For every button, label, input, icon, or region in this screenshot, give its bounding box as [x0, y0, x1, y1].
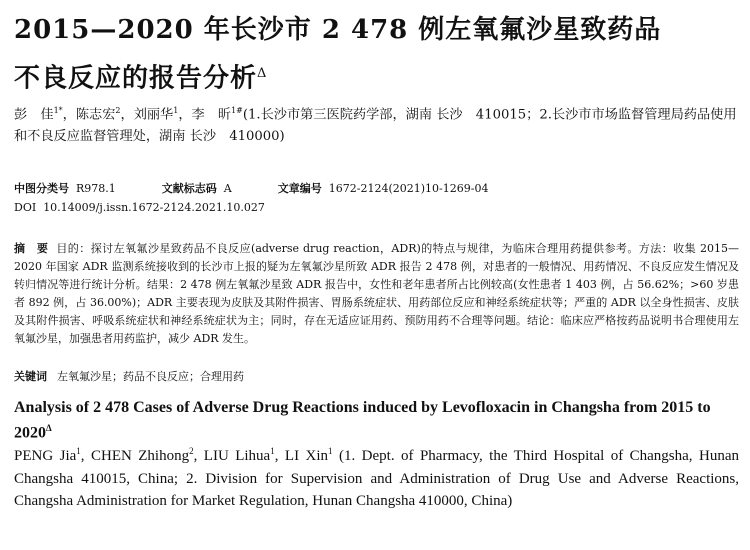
- clc-label: 中图分类号: [14, 182, 69, 195]
- chinese-title-line-2: [14, 52, 744, 101]
- author-superscript: 2: [115, 106, 121, 115]
- keywords-label: 关键词: [14, 370, 47, 383]
- author-name: 陈志宏: [75, 107, 116, 123]
- clc-value: R978.1: [76, 182, 116, 195]
- english-title: [14, 398, 744, 443]
- keywords: [14, 368, 739, 386]
- author-superscript: 1#: [231, 106, 243, 115]
- article-number-value: 1672-2124(2021)10-1269-04: [328, 182, 489, 195]
- article-number-label: 文章编号: [277, 182, 322, 195]
- doi-value: 10.14009/j.issn.1672-2124.2021.10.027: [43, 201, 265, 214]
- english-author: , LI Xin: [274, 448, 329, 464]
- document-code-label: 文献标志码: [161, 182, 217, 195]
- author-superscript: 1: [173, 106, 179, 115]
- english-funding-mark: Δ: [46, 423, 52, 433]
- english-affiliation: (1. Dept. of Pharmacy, the Third Hospital of Changsha, Hunan Changsha 410015, China; 2. Division for Supervision and Administration of Drug Use and Adverse Reactions, Changsha Administration for Market Regulation, Hunan Changsha 410000, China): [14, 448, 739, 509]
- abstract-text: 目的：探讨左氧氟沙星致药品不良反应(adverse drug reaction，ADR)的特点与规律，为临床合理用药提供参考。方法：收集 2015—2020 年国家 ADR 监测系统接收到的长沙市上报的疑为左氧氟沙星所致 ADR 报告 2 478 例，对患者的一般情况、用药情况、不良反应发生情况及转归情况等进行统计分析。结果：2 478 例左氧氟沙星致 ADR 报告中，女性和老年患者所占比例较高(女性患者 1 403 例，占 56.62%；>60 岁患者 892 例，占 36.00%)；ADR 主要表现为皮肤及其附件损害、胃肠系统症状、用药部位反应和神经系统症状等；严重的 ADR 以全身性损害、皮肤及其附件损害、呼吸系统症状和神经系统症状为主；同时，存在无适应证用药、预防用药不合理等问题。结论：临床应严格按药品说明书合理使用左氧氟沙星，加强患者用药监护，减少 ADR 发生。: [14, 242, 740, 345]
- english-author: , CHEN Zhihong: [80, 448, 190, 464]
- chinese-authors-block: 彭 佳$^{1*}$，陈志宏$^2$，刘丽华$^1$，李 昕$^{1\#}$(1.长沙市第三医院药学部，湖南 长沙 410015；2.长沙市市场监督管理局药品使用和不良反应监督管理处，湖南 长沙 410000): [14, 106, 737, 145]
- chinese-title-line-2-text: 不良反应的报告分析: [14, 63, 258, 94]
- abstract: [14, 240, 739, 348]
- english-title-text: Analysis of 2 478 Cases of Adverse Drug Reactions induced by Levofloxacin in Changsha from 2015 to 2020: [14, 399, 711, 442]
- author-name: 彭 佳: [14, 107, 54, 123]
- funding-mark: Δ: [257, 66, 268, 81]
- abstract-label: 摘 要: [14, 242, 49, 255]
- english-author: , LIU Lihua: [193, 448, 271, 464]
- english-author-superscript: 2: [189, 446, 194, 456]
- author-name: 刘丽华: [133, 107, 174, 123]
- author-name: 李 昕: [191, 107, 232, 123]
- chinese-title: [14, 8, 744, 101]
- keywords-text: 左氧氟沙星；药品不良反应；合理用药: [57, 370, 244, 383]
- doi-label: DOI: [14, 201, 37, 214]
- classification-line: [14, 180, 739, 198]
- english-author: PENG Jia: [14, 448, 77, 464]
- document-code-value: A: [223, 182, 232, 195]
- english-author-superscript: 1: [76, 446, 81, 456]
- author-superscript: 1*: [53, 106, 63, 115]
- english-authors-block: [14, 440, 739, 513]
- chinese-title-line-1: 2015—2020 年长沙市 2 478 例左氧氟沙星致药品: [14, 15, 662, 45]
- chinese-affiliation: (1.长沙市第三医院药学部，湖南 长沙 410015；2.长沙市市场监督管理局药品使用和不良反应监督管理处，湖南 长沙 410000): [14, 107, 737, 145]
- english-author-superscript: 1: [270, 446, 275, 456]
- english-author-superscript: 1: [328, 446, 333, 456]
- doi-line: [14, 199, 739, 217]
